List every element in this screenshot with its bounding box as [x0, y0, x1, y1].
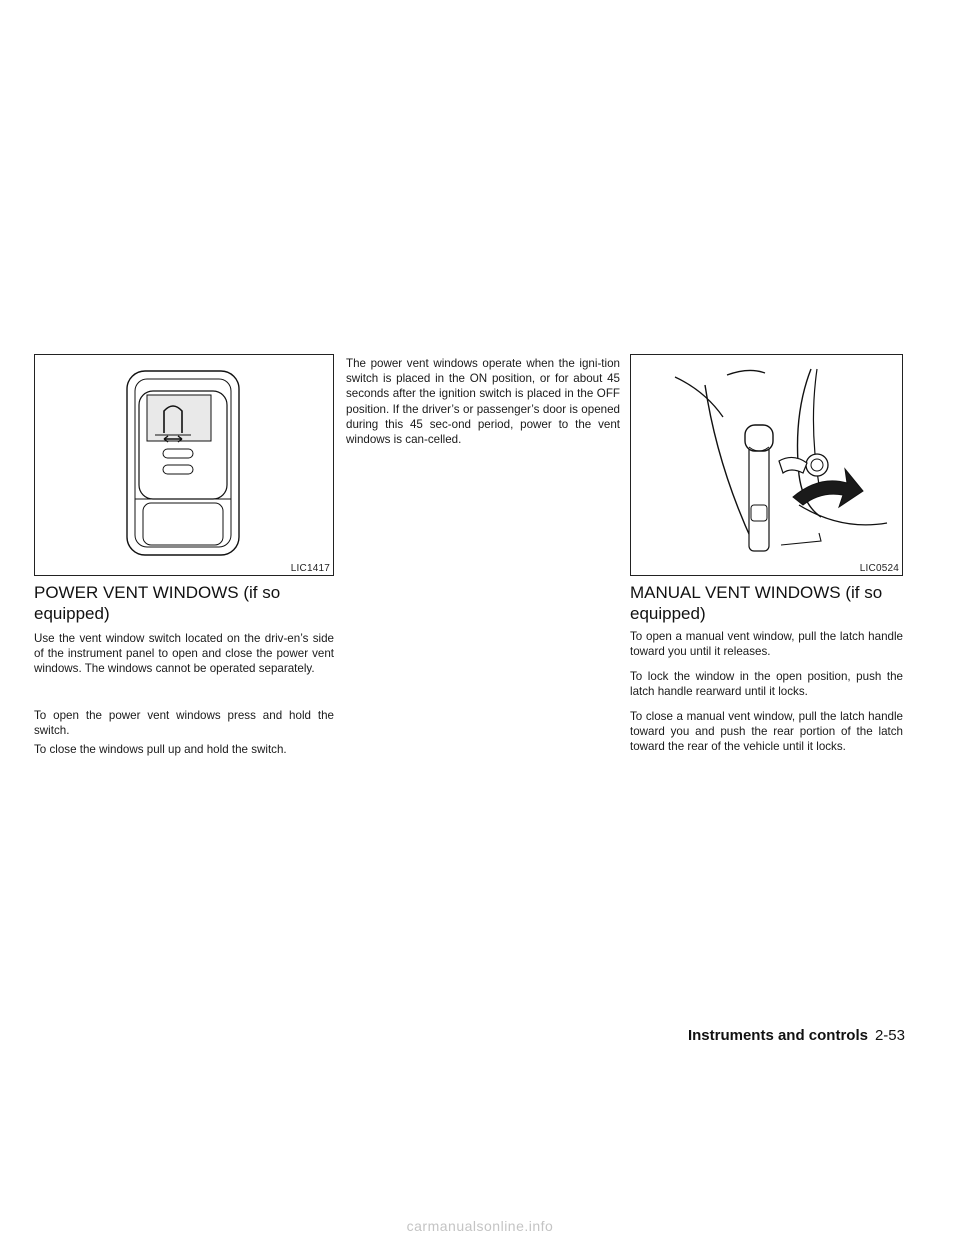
power-vent-paragraph-2: To open the power vent windows press and hold the switch. — [34, 709, 334, 738]
power-vent-paragraph-1: Use the vent window switch located on the driv-en’s side of the instrument panel to open and close the power vent windows. The windows cannot be operated separately. — [34, 632, 334, 676]
figure-code: LIC1417 — [290, 563, 330, 574]
manual-vent-paragraph-1: To open a manual vent window, pull the latch handle toward you until it releases. — [630, 630, 903, 659]
power-vent-heading: POWER VENT WINDOWS (if so equipped) — [34, 583, 281, 623]
latch-figure — [630, 354, 903, 576]
watermark: carmanualsonline.info — [406, 1218, 554, 1234]
vent-switch-illustration — [35, 355, 332, 574]
vent-latch-illustration — [631, 355, 901, 574]
figure-code: LIC0524 — [859, 563, 899, 574]
power-vent-paragraph-3: To close the windows pull up and hold the switch. — [34, 743, 287, 756]
power-vent-operation-paragraph: The power vent windows operate when the igni-tion switch is placed in the ON position, or for about 45 seconds after the ignition switch is placed in the OFF position. If the driver’s or passenger’s door is opened during this 45 sec-ond period, power to the vent windows is can-celled. — [346, 357, 620, 447]
page-footer — [688, 1027, 905, 1044]
manual-vent-paragraph-2: To lock the window in the open position, push the latch handle rearward until it locks. — [630, 670, 903, 699]
footer-section-title: Instruments and controls — [687, 1027, 868, 1044]
page-number: 2-53 — [874, 1027, 905, 1044]
manual-vent-heading: MANUAL VENT WINDOWS (if so equipped) — [630, 583, 883, 623]
switch-figure — [34, 354, 334, 576]
manual-vent-paragraph-3: To close a manual vent window, pull the latch handle toward you and push the rear portion of the latch toward the rear of the vehicle until it locks. — [630, 710, 903, 754]
